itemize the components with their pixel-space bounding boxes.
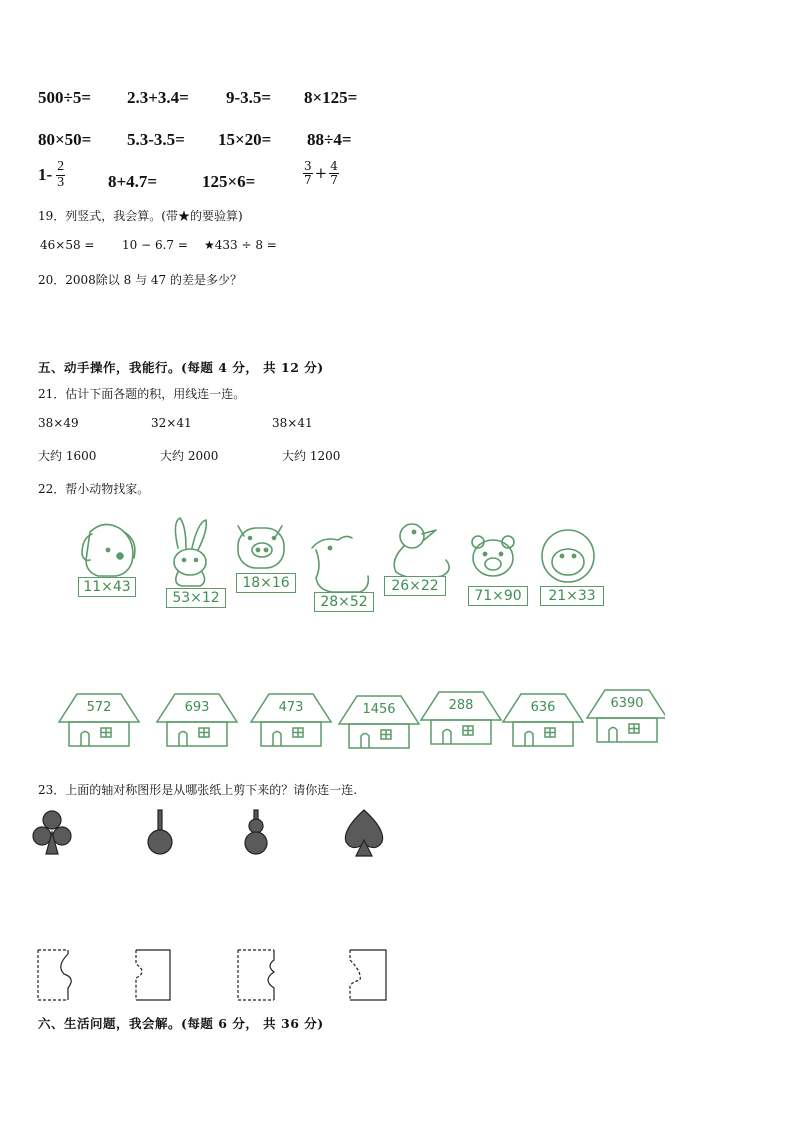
q21-estimate-1: 大约 1600 [38, 449, 97, 463]
q21-expr-1: 38×49 [38, 416, 79, 430]
oral-r3-c1 [38, 160, 65, 190]
oral-r1-c2: 2.3+3.4= [127, 88, 189, 107]
q22-title: 22．帮小动物找家。 [38, 482, 150, 496]
fraction [56, 160, 65, 190]
fraction-prefix: 1- [38, 165, 53, 185]
monkey-icon [542, 530, 594, 582]
oral-r1-c3: 9-3.5= [226, 88, 272, 107]
houses-illustration [55, 684, 665, 750]
animal-card-monkey: 21×33 [540, 586, 604, 606]
rabbit-icon [174, 518, 206, 586]
oral-r2-c1: 80×50= [38, 130, 92, 149]
oral-r3-c2: 8+4.7= [108, 172, 158, 191]
oral-r1-c4: 8×125= [304, 88, 358, 107]
q21-expr-3: 38×41 [272, 416, 313, 430]
house-number-4: 1456 [362, 702, 396, 717]
q19-item-1: 46×58 = [40, 238, 95, 252]
plus-sign: + [314, 164, 328, 183]
q21-estimate-2: 大约 2000 [160, 449, 219, 463]
dog-icon [82, 524, 135, 576]
fraction-a-numerator: 3 [304, 159, 312, 173]
duck-icon [394, 524, 449, 578]
house-number-6: 636 [530, 700, 556, 715]
paper-piece-gourd-icon [238, 950, 274, 1000]
paper-piece-spade-icon [350, 950, 386, 1000]
q20-title: 20．2008除以 8 与 47 的差是多少？ [38, 273, 242, 287]
q19-item-2: 10 − 6.7 = [122, 238, 188, 252]
fraction-b-denominator: 7 [330, 172, 338, 187]
pig-icon [238, 526, 284, 568]
animal-card-dog: 11×43 [78, 577, 136, 597]
paper-piece-club-icon [38, 950, 71, 1000]
paper-piece-bulb-icon [136, 950, 170, 1000]
animal-card-goat: 28×52 [314, 592, 374, 612]
house-number-3: 473 [278, 700, 304, 715]
oral-r2-c4: 88÷4= [307, 130, 352, 149]
section6-title: 六、生活问题，我会解。(每题 6 分， 共 36 分) [38, 1016, 324, 1031]
animal-card-duck: 26×22 [384, 576, 446, 596]
house-number-5: 288 [448, 698, 474, 713]
spade-icon [345, 810, 382, 856]
q21-estimate-3: 大约 1200 [282, 449, 341, 463]
animal-card-rabbit: 53×12 [166, 588, 226, 608]
paper-pieces [30, 944, 400, 1006]
q19-item-3: ★433 ÷ 8 = [204, 238, 277, 252]
bulb-icon [148, 810, 172, 854]
bear-icon [472, 536, 514, 576]
animal-card-bear: 71×90 [468, 586, 528, 606]
gourd-icon [245, 810, 267, 854]
house-number-1: 572 [86, 700, 112, 715]
q23-title: 23．上面的轴对称图形是从哪张纸上剪下来的？请你连一连. [38, 783, 358, 797]
oral-r3-c3: 125×6= [202, 172, 256, 191]
fraction-b-numerator: 4 [330, 159, 338, 173]
fraction-b [329, 160, 339, 186]
q21-expr-2: 32×41 [151, 416, 192, 430]
section5-title: 五、动手操作，我能行。(每题 4 分， 共 12 分) [38, 360, 324, 375]
oral-r1-c1: 500÷5= [38, 88, 92, 107]
q19-title: 19．列竖式，我会算。(带★的要验算) [38, 209, 243, 223]
house-number-7: 6390 [610, 696, 644, 711]
club-icon [33, 811, 71, 854]
oral-r2-c2: 5.3-3.5= [127, 130, 185, 149]
fraction-a [303, 160, 313, 186]
oral-r2-c3: 15×20= [218, 130, 272, 149]
symmetric-shapes [30, 806, 400, 866]
animal-card-pig: 18×16 [236, 573, 296, 593]
fraction-denominator: 3 [57, 174, 65, 190]
q21-title: 21．估计下面各题的积，用线连一连。 [38, 387, 246, 401]
fraction-a-denominator: 7 [304, 172, 312, 187]
fraction-numerator: 2 [57, 159, 65, 174]
oral-r3-c4 [303, 160, 339, 186]
house-number-2: 693 [184, 700, 210, 715]
